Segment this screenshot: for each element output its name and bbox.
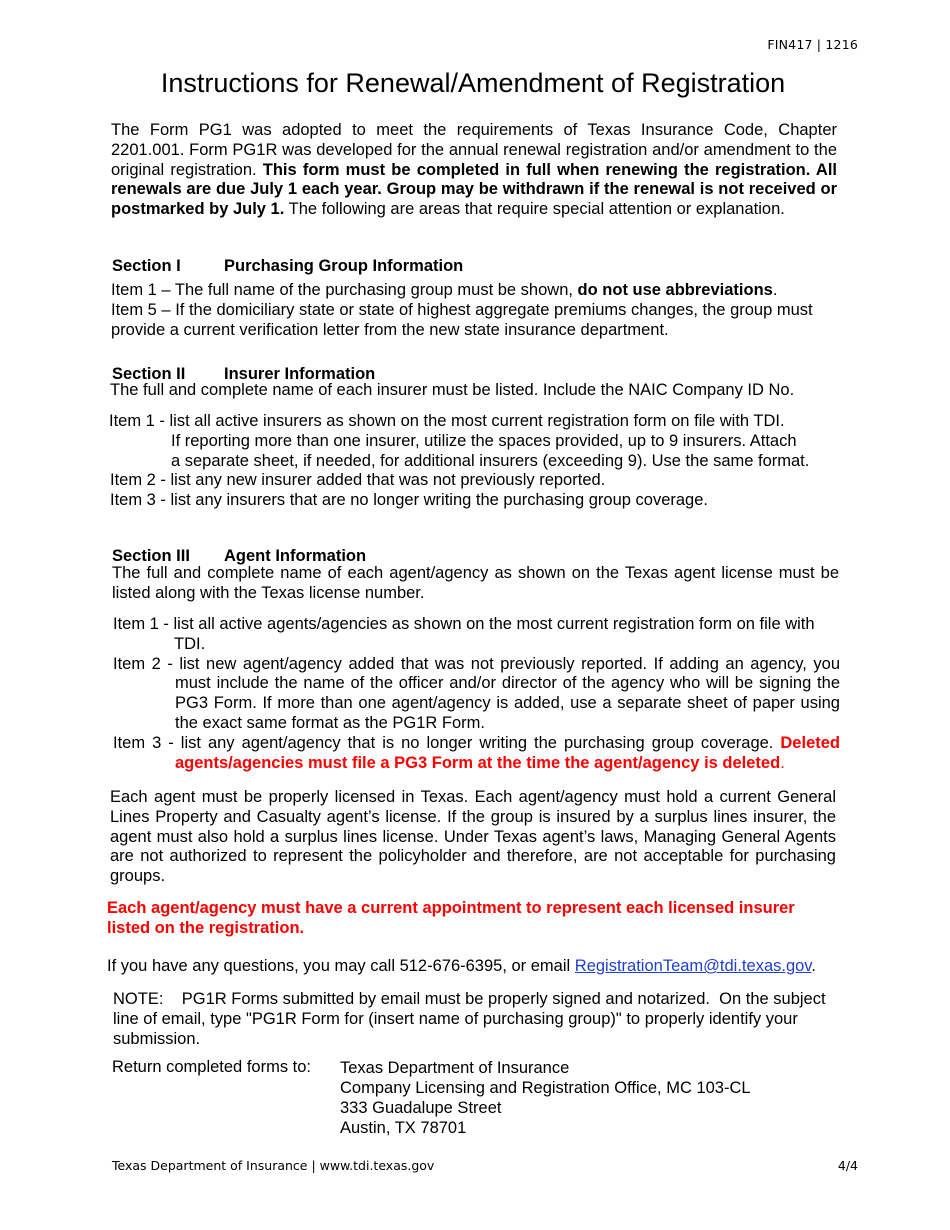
address-line-3: 333 Guadalupe Street bbox=[340, 1099, 502, 1117]
intro-text: The Form PG1 was adopted to meet the requirements of Texas Insurance Code, Chapter 2201.001. Form PG1R was developed for the annual renewal registration and/or amendment to the original registration. bbox=[111, 121, 837, 179]
section-3-title: Agent Information bbox=[224, 547, 367, 565]
address-line-2: Company Licensing and Registration Office, MC 103-CL bbox=[340, 1079, 751, 1097]
section-1-body bbox=[111, 281, 841, 340]
address-line-4: Austin, TX 78701 bbox=[340, 1119, 467, 1137]
section-3-intro: The full and complete name of each agent/agency as shown on the Texas agent license must be listed along with the Texas license number. bbox=[112, 564, 839, 602]
section-2-item-1-cont-2: a separate sheet, if needed, for additional insurers (exceeding 9). Use the same format. bbox=[171, 451, 810, 470]
section-3-item-2: Item 2 - list new agent/agency added that was not previously reported. If adding an agency, you must include the name of the officer and/or director of the agency who will be signing the PG3 Form. If more than one agent/agency is added, use a separate sheet of paper using the exact same format as the PG1R Form. bbox=[113, 654, 840, 732]
item-text: Item 1 – The full name of the purchasing group must be shown, bbox=[111, 281, 578, 299]
section-2-number: Section II bbox=[112, 365, 186, 383]
section-3-item-3 bbox=[113, 734, 840, 774]
section-1-number: Section I bbox=[112, 257, 181, 275]
return-address bbox=[340, 1058, 751, 1138]
section-2-item-1: Item 1 - list all active insurers as shown on the most current registration form on file with TDI. bbox=[109, 412, 785, 430]
section-3-number: Section III bbox=[112, 547, 190, 565]
section-1-item-1 bbox=[111, 281, 841, 301]
section-1-heading bbox=[112, 257, 463, 276]
page-title: Instructions for Renewal/Amendment of Registration bbox=[160, 68, 786, 98]
section-2-item-3: Item 3 - list any insurers that are no longer writing the purchasing group coverage. bbox=[110, 491, 708, 510]
page-number: 4/4 bbox=[837, 1158, 858, 1173]
email-link[interactable]: RegistrationTeam@tdi.texas.gov bbox=[574, 957, 812, 975]
form-id: FIN417 | 1216 bbox=[767, 37, 858, 52]
licensing-paragraph: Each agent must be properly licensed in Texas. Each agent/agency must hold a current General Lines Property and Casualty agent’s license. If the group is insured by a surplus lines insurer, the agent must also hold a surplus lines license. Under Texas agent’s laws, Managing General Agents are not authorized to represent the policyholder and therefore, are not acceptable for purchasing groups. bbox=[110, 788, 836, 886]
address-line-1: Texas Department of Insurance bbox=[340, 1059, 570, 1077]
footer-agency: Texas Department of Insurance | www.tdi.texas.gov bbox=[112, 1158, 435, 1173]
return-label: Return completed forms to: bbox=[112, 1058, 311, 1076]
appointment-warning: Each agent/agency must have a current appointment to represent each licensed insurer listed on the registration. bbox=[107, 899, 795, 937]
item-text: Item 3 - list any agent/agency that is no longer writing the purchasing group coverage. bbox=[113, 733, 781, 752]
contact-end-text: . bbox=[811, 957, 816, 975]
deleted-agents-warning: Deleted agents/agencies must file a PG3 Form at the time the agent/agency is deleted bbox=[175, 733, 840, 772]
section-2-item-2: Item 2 - list any new insurer added that was not previously reported. bbox=[110, 471, 606, 490]
item-end-text: . bbox=[780, 753, 785, 772]
section-2-intro: The full and complete name of each insurer must be listed. Include the NAIC Company ID No. bbox=[110, 381, 795, 399]
section-1-item-5: Item 5 – If the domiciliary state or state of highest aggregate premiums changes, the group must provide a current verification letter from the new state insurance department. bbox=[111, 300, 813, 339]
intro-end-text: The following are areas that require special attention or explanation. bbox=[284, 200, 785, 219]
section-3-item-1: Item 1 - list all active agents/agencies as shown on the most current registration form on file with TDI. bbox=[113, 615, 815, 653]
contact-text: If you have any questions, you may call 512-676-6395, or email bbox=[107, 957, 575, 975]
contact-line bbox=[107, 957, 867, 977]
intro-paragraph bbox=[111, 121, 837, 220]
section-3-items bbox=[113, 615, 840, 773]
section-2-items bbox=[109, 412, 849, 511]
note-paragraph: NOTE: PG1R Forms submitted by email must be properly signed and notarized. On the subject line of email, type "PG1R Form for (insert name of purchasing group)" to properly identify your submission. bbox=[113, 990, 831, 1048]
section-1-title: Purchasing Group Information bbox=[224, 257, 464, 275]
item-end-text: . bbox=[772, 281, 778, 299]
section-2-title: Insurer Information bbox=[224, 365, 376, 383]
section-2-item-1-cont-1: If reporting more than one insurer, utilize the spaces provided, up to 9 insurers. Attach bbox=[171, 431, 797, 450]
intro-bold-text: This form must be completed in full when renewing the registration. All renewals are due July 1 each year. Group may be withdrawn if the renewal is not received or postmarked by July 1. bbox=[111, 160, 837, 219]
item-bold-text: do not use abbreviations bbox=[577, 281, 773, 299]
